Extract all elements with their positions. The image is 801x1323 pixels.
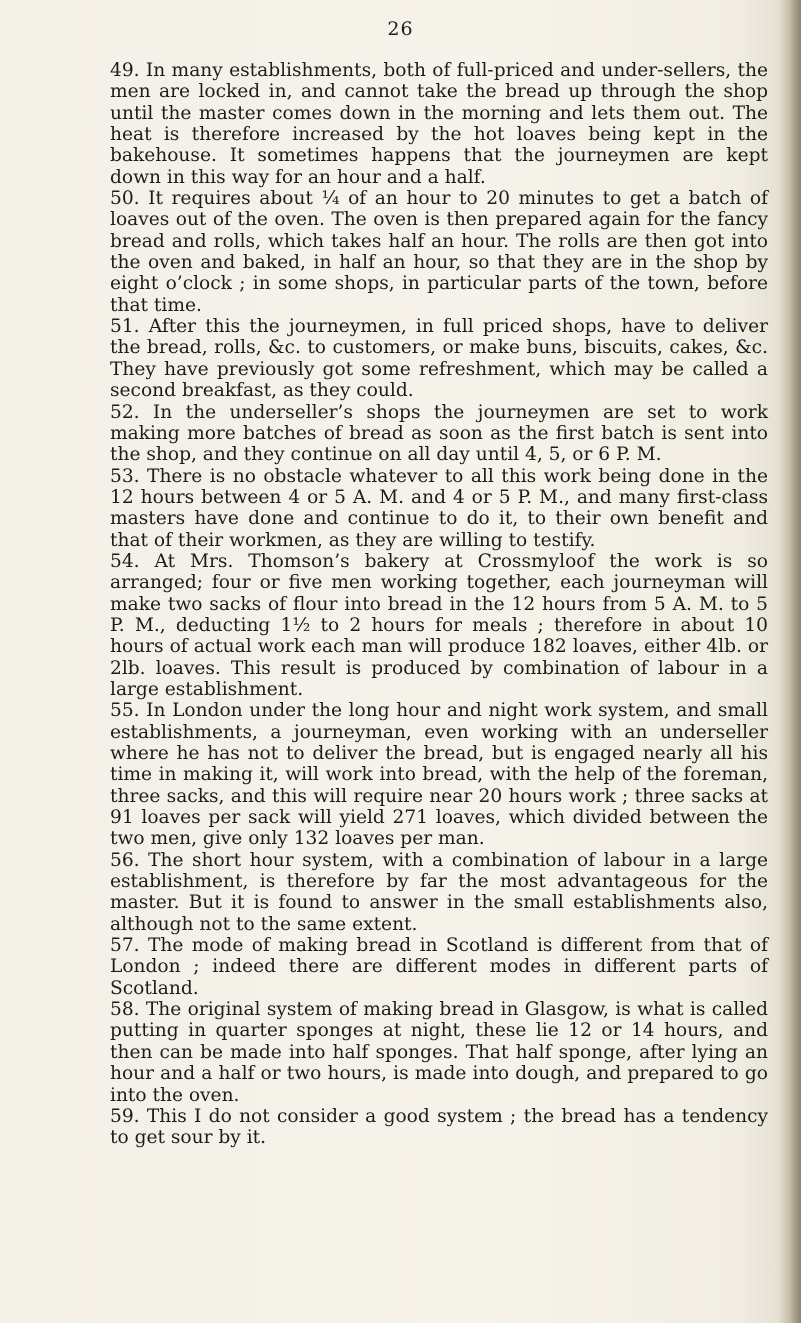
- paragraph-50: 50. It requires about ¼ of an hour to 20 minutes to get a batch of loaves out of the oven. The oven is then prepared again for the fancy bread and rolls, which takes half an hour. The rolls are then got into the oven and baked, in half an hour, so that they are in the shop by eight o’clock ; in some shops, in particular parts of the town, before that time.: [110, 188, 768, 316]
- page-edge-shadow: [779, 0, 801, 1323]
- paragraph-59: 59. This I do not consider a good system ; the bread has a tendency to get sour by it.: [110, 1105, 768, 1149]
- paragraph-52: 52. In the underseller’s shops the journeymen are set to work making more batches of bread as soon as the first batch is sent into the shop, and they continue on all day until 4, 5, or 6 P. M.: [110, 401, 768, 466]
- paragraph-56: 56. The short hour system, with a combination of labour in a large establishment, is therefore by far the most advantageous for the master. But it is found to answer in the small establishments also, although not to the same extent.: [110, 849, 768, 935]
- paragraph-57: 57. The mode of making bread in Scotland is different from that of London ; indeed there are different modes in different parts of Scotland.: [110, 935, 768, 999]
- paragraph-53: 53. There is no obstacle whatever to all this work being done in the 12 hours between 4 or 5 A. M. and 4 or 5 P. M., and many first-class masters have done and continue to do it, to their own benefit and that of their workmen, as they are willing to testify.: [110, 465, 768, 551]
- body-text: [110, 60, 768, 1149]
- paragraph-54: 54. At Mrs. Thomson’s bakery at Crossmyloof the work is so arranged; four or five men working together, each journeyman will make two sacks of flour into bread in the 12 hours from 5 A. M. to 5 P. M., deducting 1½ to 2 hours for meals ; therefore in about 10 hours of actual work each man will produce 182 loaves, either 4lb. or 2lb. loaves. This result is produced by combination of labour in a large establishment.: [110, 550, 768, 700]
- page-number: 26: [387, 18, 414, 40]
- paragraph-49: 49. In many establishments, both of full-priced and under-sellers, the men are locked in, and cannot take the bread up through the shop until the master comes down in the morning and lets them out. The heat is therefore increased by the hot loaves being kept in the bakehouse. It sometimes happens that the journeymen are kept down in this way for an hour and a half.: [110, 60, 768, 188]
- paragraph-55: 55. In London under the long hour and night work system, and small establishments, a journeyman, even working with an underseller where he has not to deliver the bread, but is engaged nearly all his time in making it, will work into bread, with the help of the foreman, three sacks, and this will require near 20 hours work ; three sacks at 91 loaves per sack will yield 271 loaves, which divided between the two men, give only 132 loaves per man.: [110, 700, 768, 850]
- paragraph-58: 58. The original system of making bread in Glasgow, is what is called putting in quarter sponges at night, these lie 12 or 14 hours, and then can be made into half sponges. That half sponge, after lying an hour and a half or two hours, is made into dough, and prepared to go into the oven.: [110, 999, 768, 1106]
- paragraph-51: 51. After this the journeymen, in full priced shops, have to deliver the bread, rolls, &c. to customers, or make buns, biscuits, cakes, &c. They have previously got some refreshment, which may be called a second breakfast, as they could.: [110, 316, 768, 402]
